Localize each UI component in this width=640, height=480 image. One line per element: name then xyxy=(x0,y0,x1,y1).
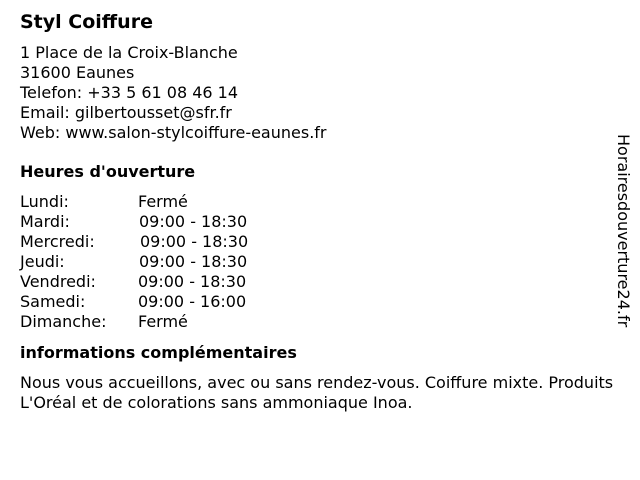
hours-row-mercredi xyxy=(20,232,620,252)
hours-table xyxy=(20,192,620,332)
day-label: Vendredi: xyxy=(20,272,96,291)
hours-value: Fermé xyxy=(138,312,188,331)
hours-value: 09:00 - 18:30 xyxy=(140,232,249,251)
email-line: Email: gilbertousset@sfr.fr xyxy=(20,103,232,122)
business-name: Styl Coiffure xyxy=(20,11,153,33)
address-line-2: 31600 Eaunes xyxy=(20,63,135,82)
web-line: Web: www.salon-stylcoiffure-eaunes.fr xyxy=(20,123,327,142)
day-label: Dimanche: xyxy=(20,312,107,331)
hours-row-lundi xyxy=(20,192,620,212)
hours-value: 09:00 - 18:30 xyxy=(139,212,248,231)
info-description: Nous vous accueillons, avec ou sans rendez-vous. Coiffure mixte. Produits L'Oréal et de colorations sans ammoniaque Inoa. xyxy=(20,373,614,412)
hours-row-vendredi xyxy=(20,272,620,292)
hours-row-samedi xyxy=(20,292,620,312)
contact-block xyxy=(20,43,620,143)
hours-value: Fermé xyxy=(138,192,188,211)
day-label: Samedi: xyxy=(20,292,86,311)
site-watermark: Horairesdouverture24.fr xyxy=(614,134,633,328)
address-line-1: 1 Place de la Croix-Blanche xyxy=(20,43,238,62)
day-label: Lundi: xyxy=(20,192,69,211)
hours-value: 09:00 - 16:00 xyxy=(138,292,247,311)
day-label: Mardi: xyxy=(20,212,70,231)
hours-row-jeudi xyxy=(20,252,620,272)
phone-line: Telefon: +33 5 61 08 46 14 xyxy=(20,83,239,102)
hours-value: 09:00 - 18:30 xyxy=(139,252,248,271)
hours-row-mardi xyxy=(20,212,620,232)
info-title: informations complémentaires xyxy=(20,343,297,362)
hours-value: 09:00 - 18:30 xyxy=(138,272,247,291)
hours-row-dimanche xyxy=(20,312,620,332)
business-card xyxy=(20,10,620,413)
day-label: Mercredi: xyxy=(20,232,95,251)
hours-title: Heures d'ouverture xyxy=(20,162,196,181)
day-label: Jeudi: xyxy=(20,252,65,271)
